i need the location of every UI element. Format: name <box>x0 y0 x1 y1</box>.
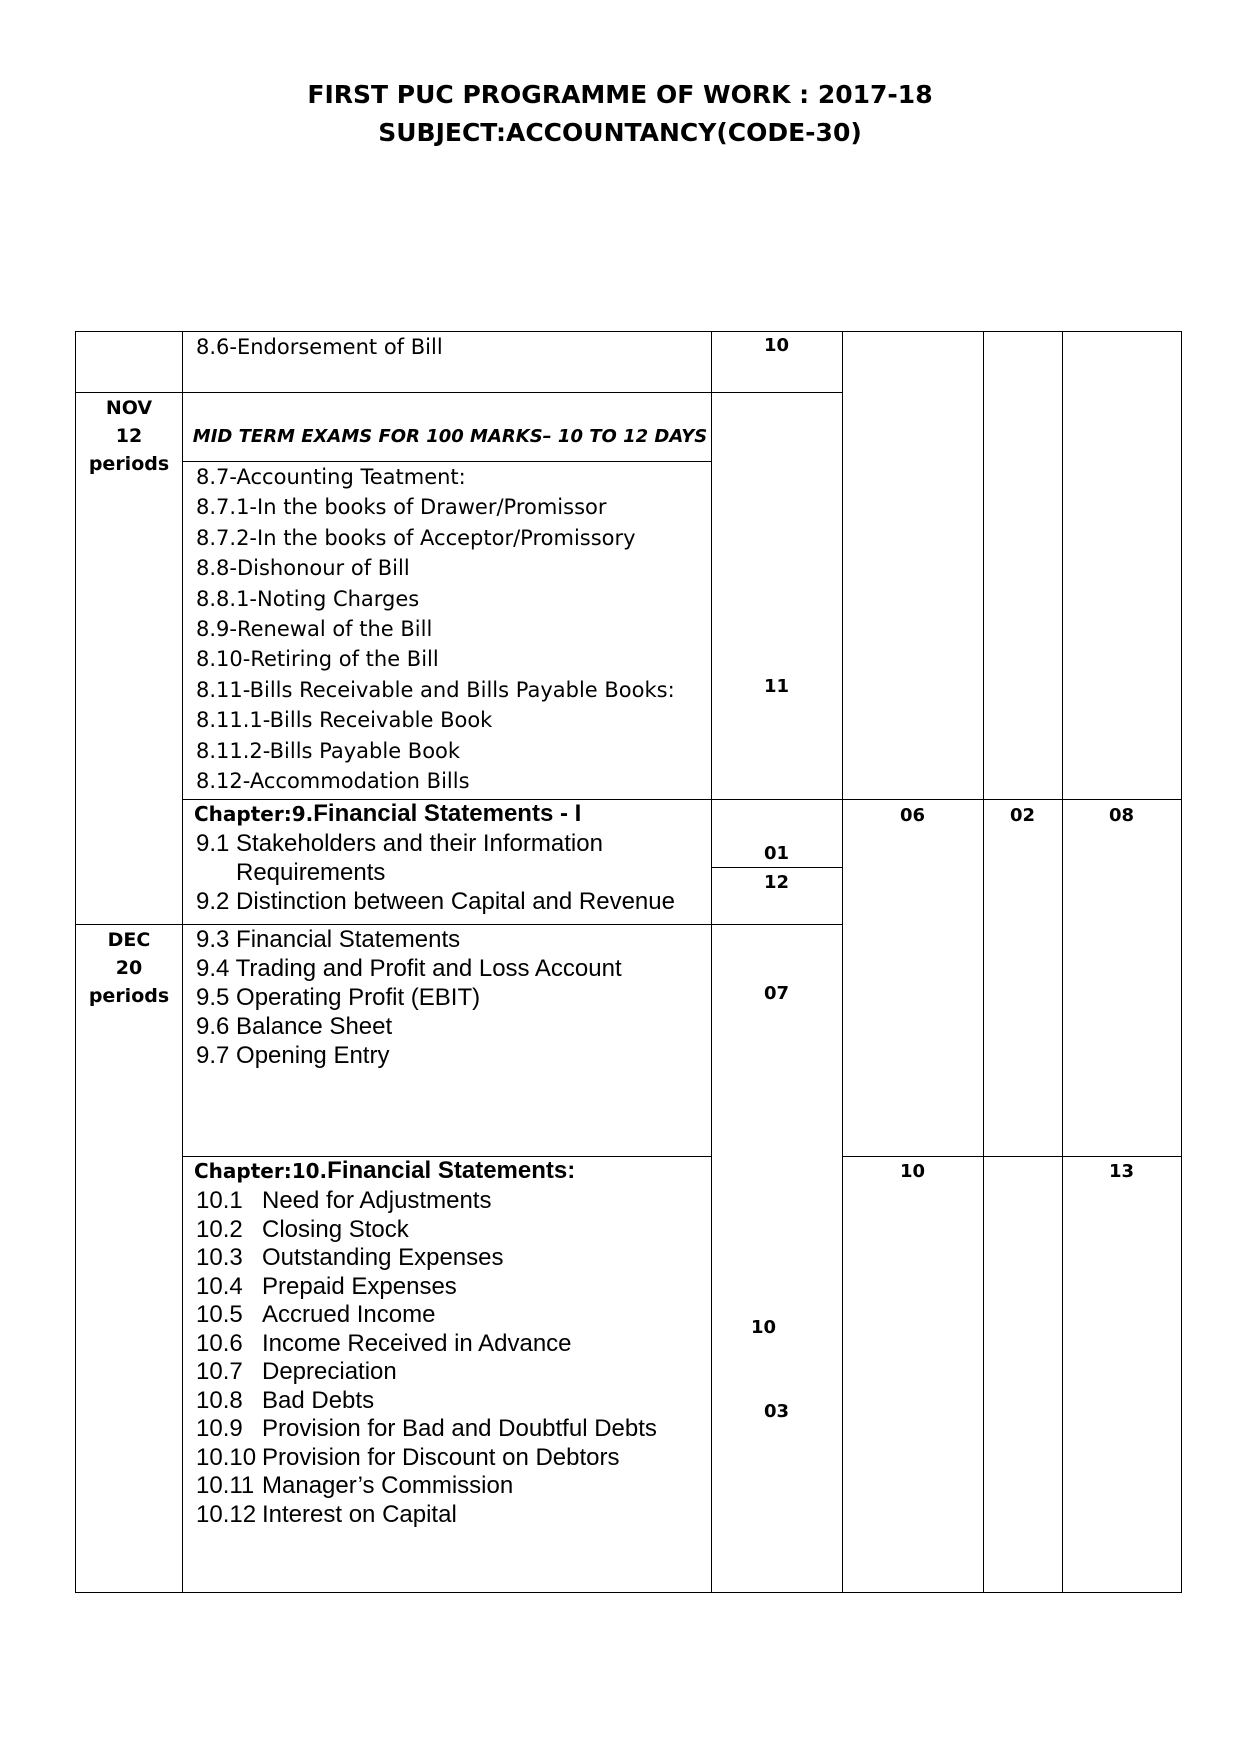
chapter-8-topic: 8.8.1-Noting Charges <box>196 586 420 611</box>
topic-8-6: 8.6-Endorsement of Bill <box>196 335 443 359</box>
chapter-10-topic-label: Closing Stock <box>262 1215 409 1243</box>
topic-9-1-cont: Requirements <box>236 859 386 886</box>
month-dec <box>75 926 183 1010</box>
col4-chapter-10: 10 <box>899 1161 926 1182</box>
chapter-8-topic: 8.11.1-Bills Receivable Book <box>196 708 493 733</box>
document-subtitle: SUBJECT:ACCOUNTANCY(CODE-30) <box>378 118 862 147</box>
chapter-10-topic-label: Prepaid Expenses <box>262 1272 457 1300</box>
chapter-10-topic-number: 10.9 <box>196 1415 243 1442</box>
month-dec-unit: periods <box>88 985 170 1007</box>
periods-chapter-9-b: 12 <box>763 872 790 893</box>
chapter-10-prefix: Chapter:10. <box>194 1159 328 1183</box>
topic-9-5: 9.5 Operating Profit (EBIT) <box>196 984 481 1011</box>
topic-9-4: 9.4 Trading and Profit and Loss Account <box>196 955 622 982</box>
chapter-10-topic-number: 10.4 <box>196 1272 243 1300</box>
topic-9-3: 9.3 Financial Statements <box>196 926 461 953</box>
chapter-8-topic: 8.11-Bills Receivable and Bills Payable Books: <box>196 677 675 702</box>
month-dec-label: DEC <box>107 929 151 951</box>
chapter-9-prefix: Chapter:9. <box>194 802 314 826</box>
col5-chapter-9: 02 <box>1009 805 1036 826</box>
chapter-10-topic-label: Interest on Capital <box>262 1500 457 1528</box>
topic-9-2: 9.2 Distinction between Capital and Revenue <box>196 888 675 915</box>
chapter-8-topic: 8.8-Dishonour of Bill <box>196 556 410 581</box>
chapter-10-topic-number: 10.11 <box>196 1472 255 1499</box>
chapter-8-topic: 8.7.1-In the books of Drawer/Promissor <box>196 495 607 520</box>
midterm-notice: MID TERM EXAMS FOR 100 MARKS– 10 TO 12 DAYS <box>192 426 708 447</box>
periods-chapter-10-a: 10 <box>750 1317 777 1338</box>
chapter-10-topic-number: 10.12 <box>196 1500 257 1528</box>
chapter-10-topic-label: Provision for Bad and Doubtful Debts <box>262 1415 657 1442</box>
chapter-10-topic-label: Accrued Income <box>262 1301 436 1328</box>
chapter-8-topic: 8.10-Retiring of the Bill <box>196 647 439 672</box>
periods-chapter-9-c: 07 <box>763 983 790 1004</box>
periods-chapter-10-b: 03 <box>763 1401 790 1422</box>
chapter-10-topic-number: 10.1 <box>196 1187 243 1214</box>
chapter-10-topic-label: Depreciation <box>262 1358 397 1385</box>
chapter-10-topic-number: 10.10 <box>196 1443 257 1471</box>
month-nov-count: 12 <box>115 425 143 447</box>
chapter-8-topic: 8.12-Accommodation Bills <box>196 769 470 793</box>
chapter-10-topic-number: 10.6 <box>196 1329 243 1357</box>
month-dec-count: 20 <box>115 957 143 979</box>
topic-9-7: 9.7 Opening Entry <box>196 1042 390 1069</box>
chapter-9-heading <box>194 800 581 828</box>
month-nov-unit: periods <box>88 453 170 475</box>
chapter-10-title: Financial Statements: <box>327 1157 576 1184</box>
topic-9-6: 9.6 Balance Sheet <box>196 1013 393 1040</box>
chapter-8-topic: 8.9-Renewal of the Bill <box>196 617 433 641</box>
document-title: FIRST PUC PROGRAMME OF WORK : 2017-18 <box>307 80 933 109</box>
month-nov-label: NOV <box>105 397 153 419</box>
chapter-10-topic-label: Manager’s Commission <box>262 1472 514 1499</box>
periods-chapter-8: 11 <box>763 676 790 697</box>
chapter-10-topic-number: 10.8 <box>196 1386 243 1414</box>
topic-9-1: 9.1 Stakeholders and their Information <box>196 830 603 857</box>
col4-chapter-9: 06 <box>899 805 926 826</box>
chapter-10-topic-label: Provision for Discount on Debtors <box>262 1443 620 1471</box>
month-nov <box>75 394 183 478</box>
chapter-10-heading <box>194 1157 575 1185</box>
chapter-10-topic-number: 10.2 <box>196 1215 243 1243</box>
chapter-10-topic-number: 10.3 <box>196 1244 243 1271</box>
chapter-10-topic-number: 10.5 <box>196 1301 243 1328</box>
chapter-8-topic: 8.7.2-In the books of Acceptor/Promissory <box>196 525 636 550</box>
chapter-10-topic-number: 10.7 <box>196 1358 243 1385</box>
chapter-8-topic: 8.11.2-Bills Payable Book <box>196 738 461 763</box>
chapter-9-title: Financial Statements - I <box>313 800 582 827</box>
col6-chapter-10: 13 <box>1108 1161 1135 1182</box>
chapter-10-topic-label: Bad Debts <box>262 1386 375 1414</box>
chapter-8-topic: 8.7-Accounting Teatment: <box>196 465 466 489</box>
chapter-10-topic-label: Outstanding Expenses <box>262 1244 504 1271</box>
chapter-10-topic-label: Income Received in Advance <box>262 1329 572 1357</box>
col6-chapter-9: 08 <box>1108 805 1135 826</box>
periods-8-6: 10 <box>763 335 790 356</box>
chapter-10-topic-label: Need for Adjustments <box>262 1187 492 1214</box>
periods-chapter-9-a: 01 <box>763 843 790 864</box>
